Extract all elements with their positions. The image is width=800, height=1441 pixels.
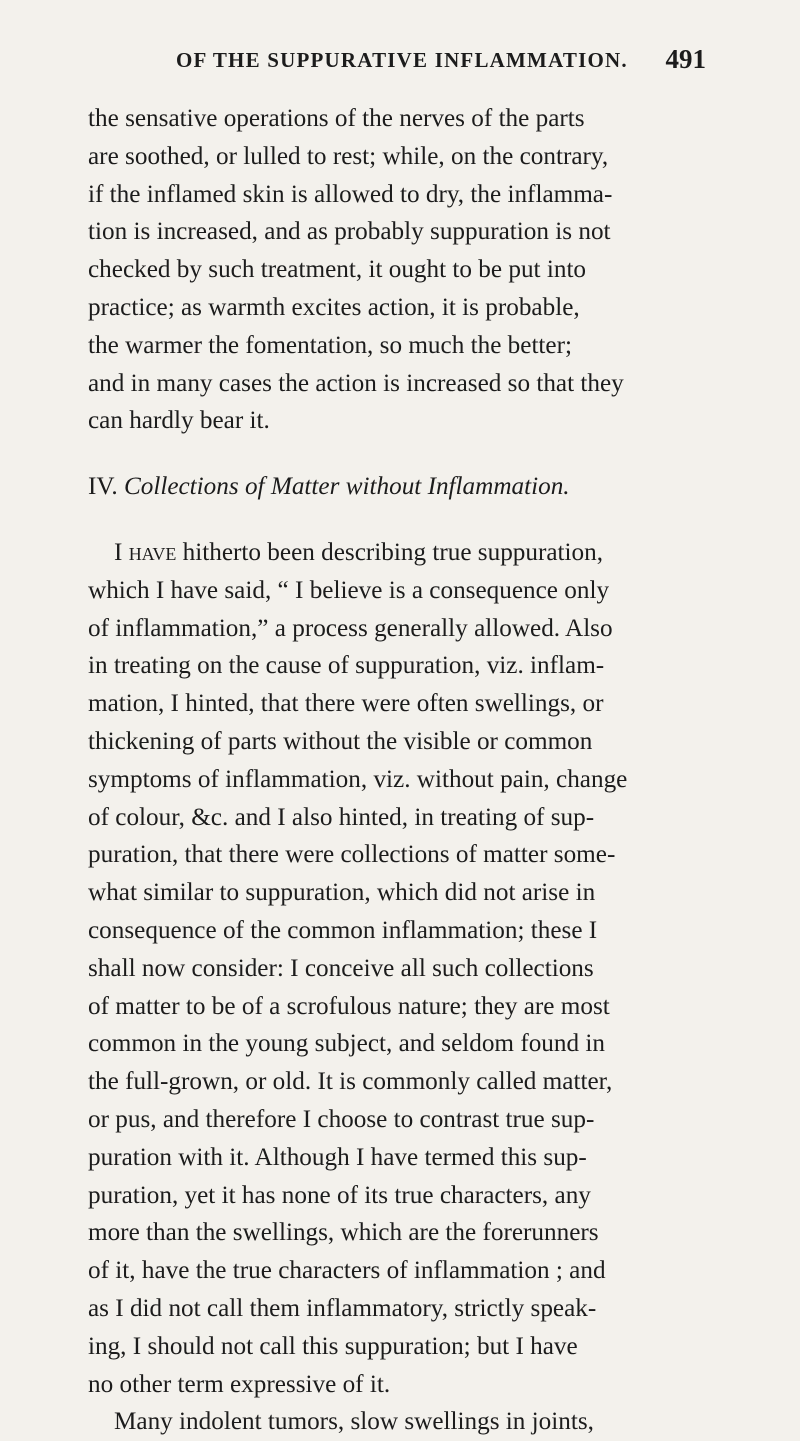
text-line: tion is increased, and as probably suppuration is not — [88, 218, 611, 246]
text-line: mation, I hinted, that there were often swellings, or — [88, 690, 604, 718]
running-head: OF THE SUPPURATIVE INFLAMMATION. — [176, 48, 628, 72]
text-line: of it, have the true characters of inflammation ; and — [88, 1257, 606, 1285]
text-line: shall now consider: I conceive all such collections — [88, 954, 594, 982]
text-line: which I have said, “ I believe is a consequence only — [88, 576, 610, 604]
text-line: checked by such treatment, it ought to be put into — [88, 256, 587, 284]
small-caps-word: have — [128, 538, 177, 566]
text-line: are soothed, or lulled to rest; while, on the contrary, — [88, 142, 609, 170]
paragraph-2 — [88, 572, 716, 1404]
text-line: the warmer the fomentation, so much the better; — [88, 331, 572, 359]
text-line: the sensative operations of the nerves of the parts — [88, 105, 585, 132]
first-line-rest: hitherto been describing true suppuration, — [176, 538, 604, 566]
section-title: Collections of Matter without Inflammation. — [123, 473, 570, 501]
text-line: thickening of parts without the visible or common — [88, 727, 593, 755]
paragraph-2-first-line — [88, 534, 716, 572]
text-line: consequence of the common inflammation; these I — [88, 916, 598, 944]
text-line: or pus, and therefore I choose to contrast true sup- — [88, 1105, 595, 1133]
text-line: puration with it. Although I have termed this sup- — [88, 1143, 587, 1171]
paragraph-1 — [88, 100, 716, 440]
page-header — [176, 44, 706, 82]
text-line: no other term expressive of it. — [88, 1370, 391, 1398]
spacer — [88, 440, 716, 468]
text-line: symptoms of inflammation, viz. without pain, change — [88, 765, 628, 793]
section-number: IV. — [88, 473, 118, 501]
text-line: the full-grown, or old. It is commonly called matter, — [88, 1068, 613, 1096]
text-line: of matter to be of a scrofulous nature; they are most — [88, 992, 610, 1020]
text-line: as I did not call them inflammatory, strictly speak- — [88, 1294, 597, 1322]
page-number: 491 — [665, 44, 706, 74]
text-line: if the inflamed skin is allowed to dry, the inflamma- — [88, 180, 613, 208]
text-line: Many indolent tumors, slow swellings in joints, — [114, 1408, 594, 1436]
paragraph-3 — [88, 1403, 716, 1441]
text-line: common in the young subject, and seldom found in — [88, 1030, 605, 1058]
spacer — [88, 506, 716, 534]
text-line: more than the swellings, which are the forerunners — [88, 1219, 599, 1247]
text-line: of inflammation,” a process generally allowed. Also — [88, 614, 613, 642]
text-line: puration, yet it has none of its true characters, any — [88, 1181, 591, 1209]
drop-initial: I — [114, 538, 123, 566]
text-line: ing, I should not call this suppuration; but I have — [88, 1332, 578, 1360]
text-line: of colour, &c. and I also hinted, in treating of sup- — [88, 803, 595, 831]
text-line: can hardly bear it. — [88, 407, 270, 435]
section-heading — [88, 468, 716, 506]
text-line: in treating on the cause of suppuration, viz. inflam- — [88, 652, 605, 680]
text-line: puration, that there were collections of matter some- — [88, 841, 616, 869]
body-text — [88, 100, 716, 1441]
text-line: what similar to suppuration, which did not arise in — [88, 879, 596, 907]
text-line: and in many cases the action is increased so that they — [88, 369, 624, 397]
text-line: practice; as warmth excites action, it is probable, — [88, 293, 580, 321]
